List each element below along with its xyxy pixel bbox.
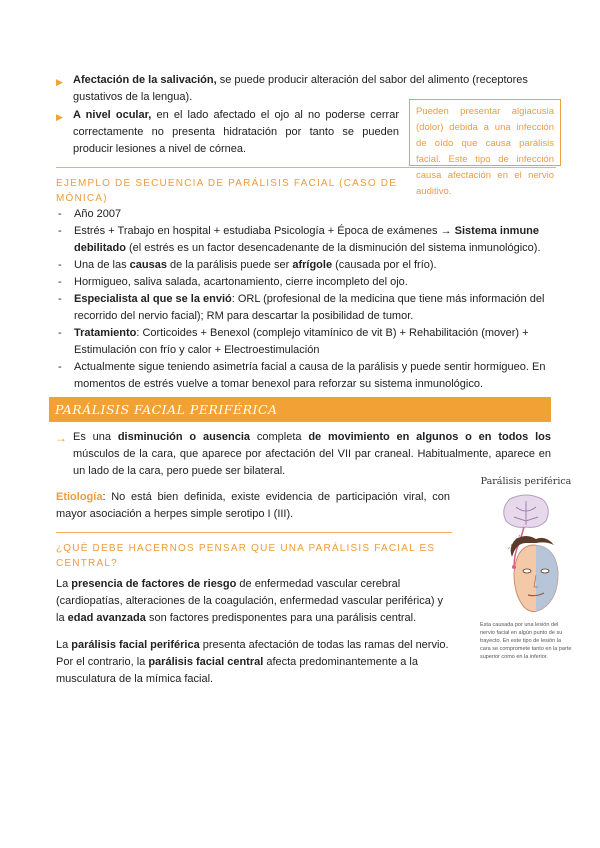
risk-factors-paragraph: La presencia de factores de riesgo de enfermedad vascular cerebral (cardiopatías, alteraciones de la coagulación, enfermedad vascular periférica) y la edad avanzada son factores predisponentes para una parálisis central. (56, 578, 444, 624)
list-item: - Hormigueo, saliva salada, acartonamiento, cierre incompleto del ojo. (56, 274, 550, 291)
divider (56, 167, 556, 168)
divider (56, 532, 452, 533)
comparison-paragraph: La parálisis facial periférica presenta afectación de todas las ramas del nervio. Por el contrario, la parálisis facial central afecta predominantemente a la musculatura de la mímica facial. (56, 639, 449, 685)
list-item: - Especialista al que se la envió: ORL (profesional de la medicina que tiene más información del recorrido del nervio facial); RM para descartar la posibilidad de tumor. (56, 291, 550, 325)
bullet-ocular: A nivel ocular, en el lado afectado el ojo al no poderse cerrar correctamente no presenta hidratación por tanto se pueden producir lesiones a nivel de córnea. (73, 109, 399, 155)
peripheral-paralysis-figure (480, 476, 572, 716)
figure-caption: Esta causada por una lesión del nervio facial en algún punto de su trayecto. En este tipo de lesión la cara se compromete tanto en la parte superior como en la inferior. (480, 622, 572, 660)
bullet-arrow-icon: ▶ (56, 112, 63, 122)
list-item: - Actualmente sigue teniendo asimetría facial a causa de la parálisis y puede sentir hormigueo. En momentos de estrés vuelve a tomar benexol para reforzar su sistema inmunológico. (56, 359, 550, 393)
bullet-salivation: Afectación de la salivación, se puede producir alteración del sabor del alimento (receptores gustativos de la lengua). (73, 74, 528, 103)
list-item: - Estrés + Trabajo en hospital + estudiaba Psicología + Época de exámenes → Sistema inmune debilitado (el estrés es un factor desencadenante de la disminución del sistema inmunológico). (56, 223, 550, 257)
section-banner: PARÁLISIS FACIAL PERIFÉRICA (49, 397, 551, 422)
face-diagram-illustration (480, 491, 572, 621)
list-item: - Tratamiento: Corticoides + Benexol (complejo vitamínico de vit B) + Rehabilitación (mover) + Estimulación con frío y calor + Electroestimulación (56, 325, 550, 359)
figure-title: Parálisis periférica (480, 476, 572, 487)
arrow-icon: → (55, 431, 67, 445)
example-heading: EJEMPLO DE SECUENCIA DE PARÁLISIS FACIAL (CASO DE MÓNICA) (56, 178, 398, 204)
list-item: - Año 2007 (56, 206, 550, 223)
etiology-paragraph: Etiología: No está bien definida, existe evidencia de participación viral, con mayor asociación a herpes simple serotipo I (III). (56, 491, 450, 520)
side-note: Pueden presentar algiacusia (dolor) debida a una infección de oído que causa parálisis facial. Este tipo de infección causa afectación en el nervio auditivo. (409, 99, 561, 166)
definition-paragraph: Es una disminución o ausencia completa de movimiento en algunos o en todos los músculos de la cara, que aparece por afectación del VII par craneal. Habitualmente, aparece en un lado de la cara, pero puede ser bilateral. (73, 431, 551, 477)
question-heading: ¿QUÉ DEBE HACERNOS PENSAR QUE UNA PARÁLISIS FACIAL ES CENTRAL? (56, 543, 436, 569)
example-list (56, 206, 550, 393)
bullet-arrow-icon: ▶ (56, 77, 63, 87)
list-item: - Una de las causas de la parálisis puede ser afrígole (causada por el frío). (56, 257, 550, 274)
